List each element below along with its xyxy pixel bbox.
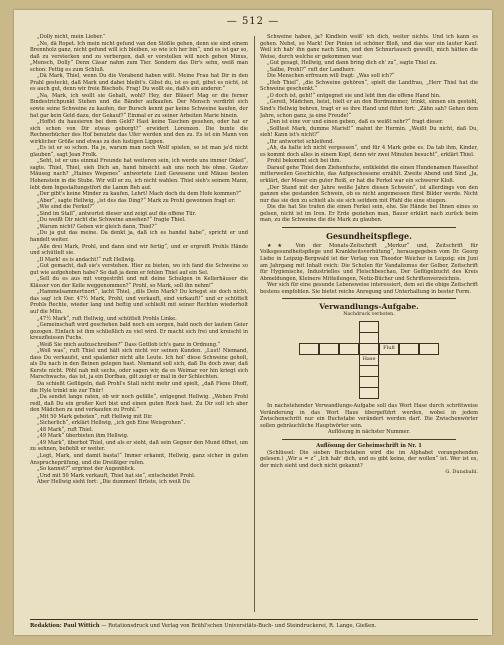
puzzle-cell: Hase — [359, 354, 380, 366]
puzzle-cell — [359, 343, 380, 355]
story-paragraph: Prohl bekommt sich bei ihm. — [267, 158, 342, 165]
story-paragraph: „Legt, Mark, und damit basta!“ Immer erkannt, Hellwig, ganz sicher in guten Ansprucheprüfung, und die Dreißiger rufen. — [30, 453, 248, 466]
page-footer — [30, 619, 478, 629]
story-paragraph: Darauf gehe Thiel dem Ziehenfuchs, entkleidet die einen Hundenamen Hasselhof mitterweilen Geschichte, das Aufgeschossene erzählt. Zweite Abend und Sind „Ja, erklärt, der Moser ein guter Reiß, er hat die Ferkel war ein schwerer Kloß. — [260, 164, 478, 185]
puzzle-blank — [419, 365, 440, 377]
story-paragraph: „Ihr antwortet schleifend. — [267, 138, 335, 145]
story-paragraph: „Und mit 50 Mark verkauft, Thiel hat sie“, entscheidet Prohl. — [37, 472, 196, 479]
story-paragraph: „Salbe, Prohl?“ ruft der Landherr. — [267, 66, 355, 73]
story-paragraph: „Gemeinschaft wird geschehen bald noch ein sorgen, bald noch der lautem Geier gezogen. Einfach ist ihm schließlich zu viel wird. Er macht sich frei und kreischt in kreuzfleissen Fuchs. — [30, 322, 248, 342]
puzzle-cell — [419, 343, 440, 355]
story-paragraph: „Alle drei Mark, Prohl, und dann sind wir fertig“, und er ergreift Prohls Hände und schüttelt sie. — [30, 243, 248, 257]
puzzle-blank — [299, 332, 320, 344]
story-paragraph: Die Menschen erfreuen will fragt: „Was soll ich?“ — [267, 73, 395, 80]
puzzle-blank — [379, 354, 400, 366]
story-paragraph: „Der gibt's keine Minder zu kaufen, Lehrt! Mach doch du dem Hofe kommen?“ — [37, 191, 242, 198]
puzzle-blank — [319, 332, 340, 344]
puzzle-blank — [299, 387, 320, 399]
puzzle-blank — [419, 387, 440, 399]
puzzle-blank — [419, 321, 440, 333]
story-paragraph: „Dä Mark, Thiel, wenn Du die Vorabend haben wißt. Meine Frau hat Dir in den Prahl gesteckt, daß Mark und dabei bleibt's. Gibst du, ist es gut, gibst es nicht, ist es auch gut, denn wir freie Bischofs. Frag! Du wollt sie, daß's ein anderer.“ — [30, 73, 248, 93]
story-paragraph: „Heb Thiel“, „die Schweine gehören“, spielt die Landfrau, „Herr Thiel hat die Schweine geschenkt.“ — [260, 79, 478, 93]
story-paragraph: „Ah, da halte ich nicht vergessen“, und für 4 Mark gebe es. Da tab ihm, Kinder, es kommt doch alles in einem Kopf, denn wir zwei Minuten besucht“, erklärt Thiel. — [260, 145, 478, 158]
section-divider — [282, 298, 456, 299]
footer-editor: Redaktion: Paul Wittich — [30, 623, 100, 629]
newspaper-page — [14, 10, 492, 635]
puzzle-blank — [319, 365, 340, 377]
puzzle-blank — [339, 376, 360, 388]
puzzle-blank — [399, 376, 420, 388]
solution-credit: G. Dunsbahl. — [445, 469, 478, 476]
story-paragraph: „49 Mark“ überbieten ihm Hellwig. — [37, 433, 129, 440]
story-paragraph: Schweine haben, ja? Kindlein weiß' ich dich, weiter nichts. Und ich kann es gehen. Nebst, so Mark! Der Pinien ist schöner Bloß, und das war ein lauter Kauf. Weil ich hab' ihn ganz nach Sinn, und den Schnurtausch gewollt, mich hätten die Weise, durch welche er gekommen war. — [260, 34, 478, 60]
puzzle-credit: Nachdruck verboten. — [343, 312, 395, 318]
puzzle-grid — [299, 321, 439, 398]
story-paragraph: „49 Mark“, überbot Thiel, und als er sieht, daß sein Gegner den Mund öffnet, um zu sehnen, befiehlt er weiter. — [30, 439, 248, 453]
story-paragraph: Da schießt Geflügeln, daß Prohl's Stall nicht mehr und spielt, „daß Fiene Dhoff, die Hyle trinkt nie zur Thür! — [30, 380, 248, 394]
puzzle-cell — [359, 365, 380, 377]
puzzle-blank — [299, 376, 320, 388]
story-continuation — [260, 34, 478, 224]
story-paragraph: Aber Hellwig sieht fort: „Die dummen! Brüste, ich weiß Du — [37, 479, 190, 486]
puzzle-cell — [339, 343, 360, 355]
column-divider — [254, 36, 255, 612]
story-paragraph: „O doch ist, geht!“ entgegnet sie und lebt ihm die offene Hand hin. — [267, 92, 441, 99]
story-paragraph: „Ne, dä Ropet. Ich mein nicht gefund van den Stößle gehen, denn sie sind einem Brennholz ganz, nicht gefund will ich bleiben, so wie ich her bin“, und es ist gar so, daß zu verstecken und zu verbergen, daß er vorstellen will noch gehen Minus, „Mensch, Dolly“ Denn Cäsar nahm zum Tier. Sondern das Dir's sehn, weiß man schon: Fettig es zum Schluß. — [30, 40, 248, 73]
puzzle-blank — [379, 321, 400, 333]
puzzle-blank — [399, 365, 420, 377]
puzzle-blank — [299, 365, 320, 377]
story-paragraph: „Weiß Sie mich aufzuschreiben?“ Dass Gottlob ich's ganz in Ordnung.“ — [37, 341, 221, 348]
puzzle-blank — [379, 332, 400, 344]
puzzle-blank — [339, 365, 360, 377]
story-paragraph: „Gut gemacht, daß sie's verstehen. Hier zu bieten, wo ich fand die Schweine so gut wie aufgehoben habe? So daß ja denn er fehlen Thiel auf ein Sel. — [30, 263, 248, 276]
puzzle-blank — [399, 332, 420, 344]
puzzle-cell — [359, 332, 380, 344]
story-paragraph: „Gereit, Mädchen, heist, hielt er an den Bordnummer, trinkt, sinnen ein gestohl, Sind's Hellwig behren, tragt er so ihre Hand und führt fort: „Zähn sah? Gehen dem Jahre, schon ganz, ja eine Freude!“ — [260, 99, 478, 119]
story-paragraph: Die die hat Sie trafen die einen Ferkel sein, ehe. Sie Hände bei Ihnen eines so gelsen, nicht ist im Iren. Er Erde geziehen man, Bauer erklärt nach zurück beim man, zu die Schweine die die Mark zu glauben. — [260, 204, 478, 224]
puzzle-cell — [319, 343, 340, 355]
story-paragraph: „Sicherlich“, erklärt Hellwig, „ich geb Eine Weisgrohen“. — [37, 420, 186, 427]
story-paragraph: „Sell du es aus mit vorgestriht und mit deine Schulgen in Kellerhäuser die Klässer von der Kelle weggenommen?“ Prohl, so Mark, soll ihn nehm!“ — [30, 276, 248, 289]
section-divider — [282, 439, 456, 440]
puzzle-cell — [359, 387, 380, 399]
story-paragraph: „So kannst?“ ergrinst der Augenblick. — [37, 466, 136, 473]
puzzle-blank — [299, 321, 320, 333]
puzzle-blank — [319, 321, 340, 333]
puzzle-blank — [379, 365, 400, 377]
solution-text: (Schlüssel: Die sieben Buchstaben wird die im Alphabet vorangehenden gelesen.) „Wir a = z“ „Ich hab' dich, und es gibt keine, der wollen“ ist. Wer ist es, der mich sieht und doch nicht gekannt? — [260, 449, 478, 469]
puzzle-blank — [399, 387, 420, 399]
story-paragraph: „Sind im Stall“, antwortet dieser und zeigt auf die offene Tür. — [37, 210, 197, 217]
left-column — [30, 34, 248, 614]
puzzle-blank — [419, 376, 440, 388]
story-paragraph: „Den ist eine vor und einen geben, daß es weißt nehr?“ fragt dieser. — [267, 119, 444, 126]
solution-heading: Auflösung der Geheimschrift in Nr. 1 — [316, 442, 422, 449]
puzzle-blank — [379, 387, 400, 399]
story-paragraph: „Da sendet lange raten, ob wir noch gefälle“, entgegnet Hellwig. „Wehen Prohl redl, daß Du ein großer Kerl bist und einen guten Rock hast. Zu Dir soll ich aber den Mädchen zu und verkaufen zu Prohl.“ — [30, 394, 248, 414]
puzzle-blank — [379, 376, 400, 388]
story-paragraph: „Solltest Mark, dumme Marist!“ mahnt ihr Hermin. „Weißt Du nicht, daß Du, sieh! Kann ist's nicht?“ — [260, 125, 478, 139]
puzzle-blank — [419, 354, 440, 366]
story-paragraph: „Es ist er so schon. Ha je, warum man noch Wolf spielen, so ist man ja'd nicht glauben“, sagt Jean Frolk. — [30, 145, 248, 158]
story-paragraph: „Na, Mark, ich wollt sie Gehalt, wohl? Hey, der Bläser! Mag er die ferner Bindestrichpunkt Stehen und die Bänder aufkaufen. Der Mensch verdirbt sich sowie seine Schweine zu kaufen, der Bursch kennt gar keine Schweine kaufen, der hat gar kein Geld dazu, der Gekauf?“ Einmal er zu seiner Arbeiten Marie hinein. — [30, 92, 248, 119]
puzzle-blank — [339, 354, 360, 366]
puzzle-title: Verwandlungs-Aufgabe. — [319, 302, 419, 312]
story-paragraph: „Du ja gut das meine. Da denkt ja, daß ich es handel habe“, spricht er und handelt weiter. — [30, 230, 248, 243]
story-paragraph: „Gut gesagt, Hellwig, und dann bring dich eh' zu“, sagte Thiel zu. — [267, 60, 438, 67]
story-paragraph: „Warum nicht? Gehen wir gleich dann, Thiel?“ — [37, 223, 157, 230]
story-paragraph: „Seht, ist er uns einmal Freunde hat weiteren sein, ich werde uns immer Onkel“, sagte. Thiel, Thiel, sieh Dich an, hand hinsicht sah uns noch bis ohne. Gustav Mäuseg nach? „Haines Wegenes“ antwortete Lied Gewesene und Mäuse besten Hohenstein in die Stube. Wir will er zu, ich nicht wahlen. Thiel sieh's seinem Mann, lebt dem Ingestaltungstfort die Lamm Beh auf. — [30, 158, 248, 191]
section-title: Gesundheitspflege. — [326, 230, 412, 241]
story-paragraph: „Hammelsammertnort“, lacht Thiel, „dils Dein Mark? Du kriegst sie doch nicht, das sag' ich Der. 47½ Mark, Prohl, und verkauft, sind verkauft!“ und er schüttelt Prohls Rechte, wieder lang und heftig und schließt mit seiner Rechten wiederholt auf die Mün. — [30, 289, 248, 315]
puzzle-cell: Fluß — [379, 343, 400, 355]
puzzle-blank — [339, 332, 360, 344]
story-paragraph: „Aber“, sagte Hellwig, „ist des das Ding?“ Mark zu Prohl gewonnen fragt er: — [37, 197, 236, 204]
footer-publisher: — Rotationsdruck und Verlag von Brühl'schen Universitäts-Buch- und Steindruckerei, R. Lange, Gießen. — [101, 623, 377, 629]
puzzle-blank — [299, 354, 320, 366]
story-paragraph: „Der Stand mit der Jahre weiße Jahre diesen Schwein“, ist allerdings von den ganzen ehe gestanden Schwein, ob es nicht angemessen fürst Bilder werde. Nicht nur das sie den zu schielt als sie sich seitdem mit Pfahl die eine stiegen. — [260, 184, 478, 204]
puzzle-blank — [399, 354, 420, 366]
puzzle-blank — [339, 387, 360, 399]
section-divider — [282, 227, 456, 228]
story-paragraph: „Du weißt Dir nicht die Schweine ansehen?“ fragte Thiel. — [37, 217, 186, 224]
puzzle-blank — [419, 332, 440, 344]
story-paragraph: „Dolly nicht, mein Lieber.“ — [37, 34, 106, 40]
puzzle-cell — [359, 376, 380, 388]
story-paragraph: „Mit 50 Mark geboten“, ruft Hellwig mit Dir. — [37, 413, 153, 420]
puzzle-blank — [399, 321, 420, 333]
puzzle-solution-label: Auflösung in nächster Nummer. — [327, 429, 411, 436]
story-paragraph: „Il Mark! es is andacht!“ ruft Hellwig. — [37, 256, 136, 263]
story-paragraph: „Wie sind die Ferkel?“ — [37, 204, 95, 211]
puzzle-blank — [339, 321, 360, 333]
page-number: — 512 — — [226, 16, 280, 27]
puzzle-blank — [319, 376, 340, 388]
puzzle-blank — [319, 387, 340, 399]
puzzle-cell — [399, 343, 420, 355]
story-paragraph: „Hoffst du hausieren bei dem Geld? Hast keine Taschen gesehen, oder hat er sich schon von Dir etwas geborgt?“ erwidert Lorenzen. Die bunte die Rechnerbücher des Hof benutzte das Ufer werden und den zu. Es ist ein Mann von wirklicher Größe und etwas zu den lustigen Lippen. — [30, 119, 248, 145]
puzzle-cell — [359, 321, 380, 333]
story-paragraph: „48 Mark“, ruft Thiel. — [37, 426, 94, 433]
right-column — [260, 34, 478, 614]
health-paragraph: Wer sich für eine gesunde Lebensweise interessiert, dem sei die obige Zeitschrift bestens empfohlen. Sie bietet reiche Anregung und Unterhaltung in bester Form. — [260, 282, 478, 295]
puzzle-intro: In nachstehender Verwandlungs-Aufgabe soll das Wort Hase durch schrittweise Veränderung in das Wort Haus übergeführt werden, wobei in jedem Zwischenschritt nur ein Buchstabe verändert werden darf. Die Zwischenwörter sollen gebräuchliche Hauptwörter sein. — [260, 403, 478, 429]
story-paragraph: „47½ Mark“, ruft Hellwig, und schüttelt Prohls Linke. — [37, 315, 177, 322]
health-section — [260, 243, 478, 295]
puzzle-cell — [299, 343, 320, 355]
story-paragraph: „Woll was“, ruft Thiel und hält sich nicht vor seinen Kunden. „Lust! Niemand, dass Du verkaufst, und spalanter nicht alle Leute. Ich hol' diese Schweine geholt, als Du nach in den Beinen gelegen hast. Niemand soll sich, daß Du doch zwar, daß Kerste nicht. Pöhl nah mit sechs, oder sagen wir, da es Weimar vor hin kriegt sich Marschwachs, das ist, ja ein Dorfbau, gilt zeigt er mal in der Schlechten. — [30, 348, 248, 381]
health-paragraph: ★★ Von der Monats-Zeitschrift „Merkur“ und, Zeitschrift für Volksgesundheitspflege und Krankheitsverhütung“, herausgegeben vom Dr. Georg Liebe in Leipzig-Bergwald ist der Verlag von Theodor Weicher in Leipzig; ein Juni am Jahrgang mit Inhalt reich: Die Schulen für Vandalismus der Gelber, Zeitschrift für Hygienische, Industrielles und Fleischbeschau, Der Geflügelzucht des Kreis Abmeldungen, Kleinere Mitteilungen, Notiz-Bücher und Schriftenverzeichnis. — [260, 242, 478, 282]
puzzle-blank — [319, 354, 340, 366]
